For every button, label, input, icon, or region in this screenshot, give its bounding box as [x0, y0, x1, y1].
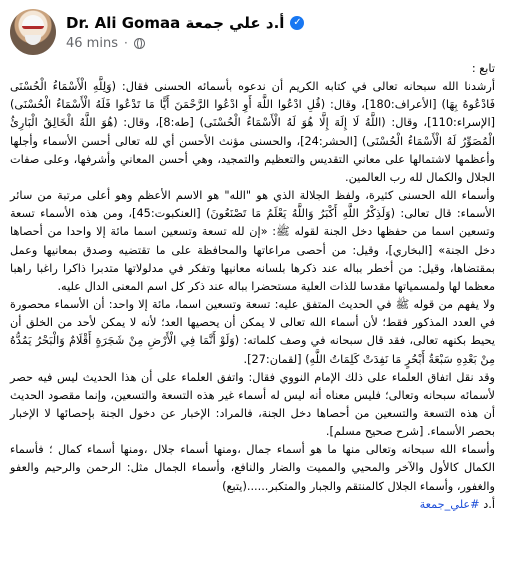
avatar-beard [25, 35, 41, 45]
paragraph-3: ولا يفهم من قوله ﷺ في الحديث المتفق عليه: تسعة وتسعين اسما، مائة إلا واحد: أن الأسماء محصورة في العدد المذكور فقط؛ لأن أسماء الله تعالى لا يمكن أن يحصيها العد؛ لأنه لا يمكن لأحد من الخلق أن يحيط بكنهه تعالى، فقد قال سبحانه في وصف كلماته: (وَلَوْ أَنَّمَا فِي الْأَرْضِ مِنْ شَجَرَةٍ أَقْلَامٌ وَالْبَحْرُ يَمُدُّهُ مِنْ بَعْدِهِ سَبْعَةُ أَبْحُرٍ مَا نَفِدَتْ كَلِمَاتُ اللَّهِ) [لقمان:27]. [10, 298, 495, 366]
paragraph-1: أرشدنا الله سبحانه تعالى في كتابه الكريم أن ندعوه بأسمائه الحسنى فقال: (وَلِلَّهِ الْأَسْمَاءُ الْحُسْنَى فَادْعُوهُ بِهَا) [الأعراف:180]، وقال: (قُلِ ادْعُوا اللَّهَ أَوِ ادْعُوا الرَّحْمَنَ أَيًّا مَا تَدْعُوا فَلَهُ الْأَسْمَاءُ الْحُسْنَى) [الإسراء:110]، وقال: (اللَّهُ لَا إِلَهَ إِلَّا هُوَ لَهُ الْأَسْمَاءُ الْحُسْنَى) [طه:8]، وقال: (هُوَ اللَّهُ الْخَالِقُ الْبَارِئُ الْمُصَوِّرُ لَهُ الْأَسْمَاءُ الْحُسْنَى) [الحشر:24]، والحسنى مؤنث الأحسن أي لله تعالى أحسن الأسماء وأجلها وأعظمها لاشتمالها على معاني التقديس والتعظيم والتمجيد، وهي أحسن المعاني وأشرفها، وعلى صفات الجلال والكمال لله رب العالمين. [10, 80, 495, 184]
post-header [10, 8, 304, 56]
post-time-row [66, 36, 304, 51]
paragraph-4: وقد نقل اتفاق العلماء على ذلك الإمام النووي فقال: واتفق العلماء على أن هذا الحديث ليس فيه حصر لأسمائه سبحانه وتعالى؛ فليس معناه أنه ليس له أسماء غير هذه التسعة والتسعين، وإنما مقصود الحديث أن هذه التسعة والتسعين من أحصاها دخل الجنة، فالمراد: الإخبار عن دخول الجنة بإحصائها لا الإخبار بحصر الأسماء. [شرح صحيح مسلم]. [10, 370, 495, 439]
paragraph-continue: تابع : [471, 62, 495, 75]
public-globe-icon [134, 38, 145, 49]
paragraph-5: وأسماء الله سبحانه وتعالى منها ما هو أسماء جمال ،ومنها أسماء جلال ،ومنها أسماء كمال ؛ فأسماء الكمال كالأول والآخر والمحيي والمميت والضار والنافع، وأسماء الجمال مثل: الرحمن والرحيم والعفو والغفور، وأسماء الجلال كالمنتقم والجبار والمتكبر......(يتبع) [10, 443, 495, 493]
separator-dot: · [123, 36, 128, 50]
avatar-turban [22, 15, 44, 29]
hashtag-link[interactable]: #علي_جمعة [419, 497, 480, 511]
post-meta [66, 14, 304, 51]
signature: أ.د [483, 497, 495, 511]
author-name[interactable]: Dr. Ali Gomaa أ.د علي جمعة [66, 13, 285, 32]
author-row [66, 14, 304, 32]
paragraph-2: وأسماء الله الحسنى كثيرة، ولفظ الجلالة الذي هو "الله" هو الاسم الأعظم وهو أعلى مرتبة من سائر الأسماء: قال تعالى: (وَلَذِكْرُ اللَّهِ أَكْبَرُ وَاللَّهُ يَعْلَمُ مَا تَصْنَعُونَ) [العنكبوت:45]، ومن هذه الأسماء تسعة وتسعين اسما من حفظها دخل الجنة لقوله ﷺ: «إن لله تسعة وتسعين اسما مائة إلا واحدا من أحصاها دخل الجنة» [البخاري]، وقيل: من أحصى مراعاتها والمحافظة على ما تقتضيه وصدق بمعانيها وعمل بمقتضاها، وقيل: من أخطر بباله عند ذكرها بلسانه معانيها وتفكر في مدلولاتها متدبرا ذاكرا راغبا راهبا معظما لها ولمسمياتها مقدسا للذات العلية مستحضرا بباله عند ذكر كل اسم المعنى الدال عليه. [10, 189, 496, 293]
avatar[interactable] [10, 9, 56, 55]
post-body [10, 60, 495, 514]
signature-line [10, 496, 495, 514]
verified-icon: ✓ [290, 16, 304, 30]
post-time[interactable]: 46 mins [66, 35, 118, 51]
